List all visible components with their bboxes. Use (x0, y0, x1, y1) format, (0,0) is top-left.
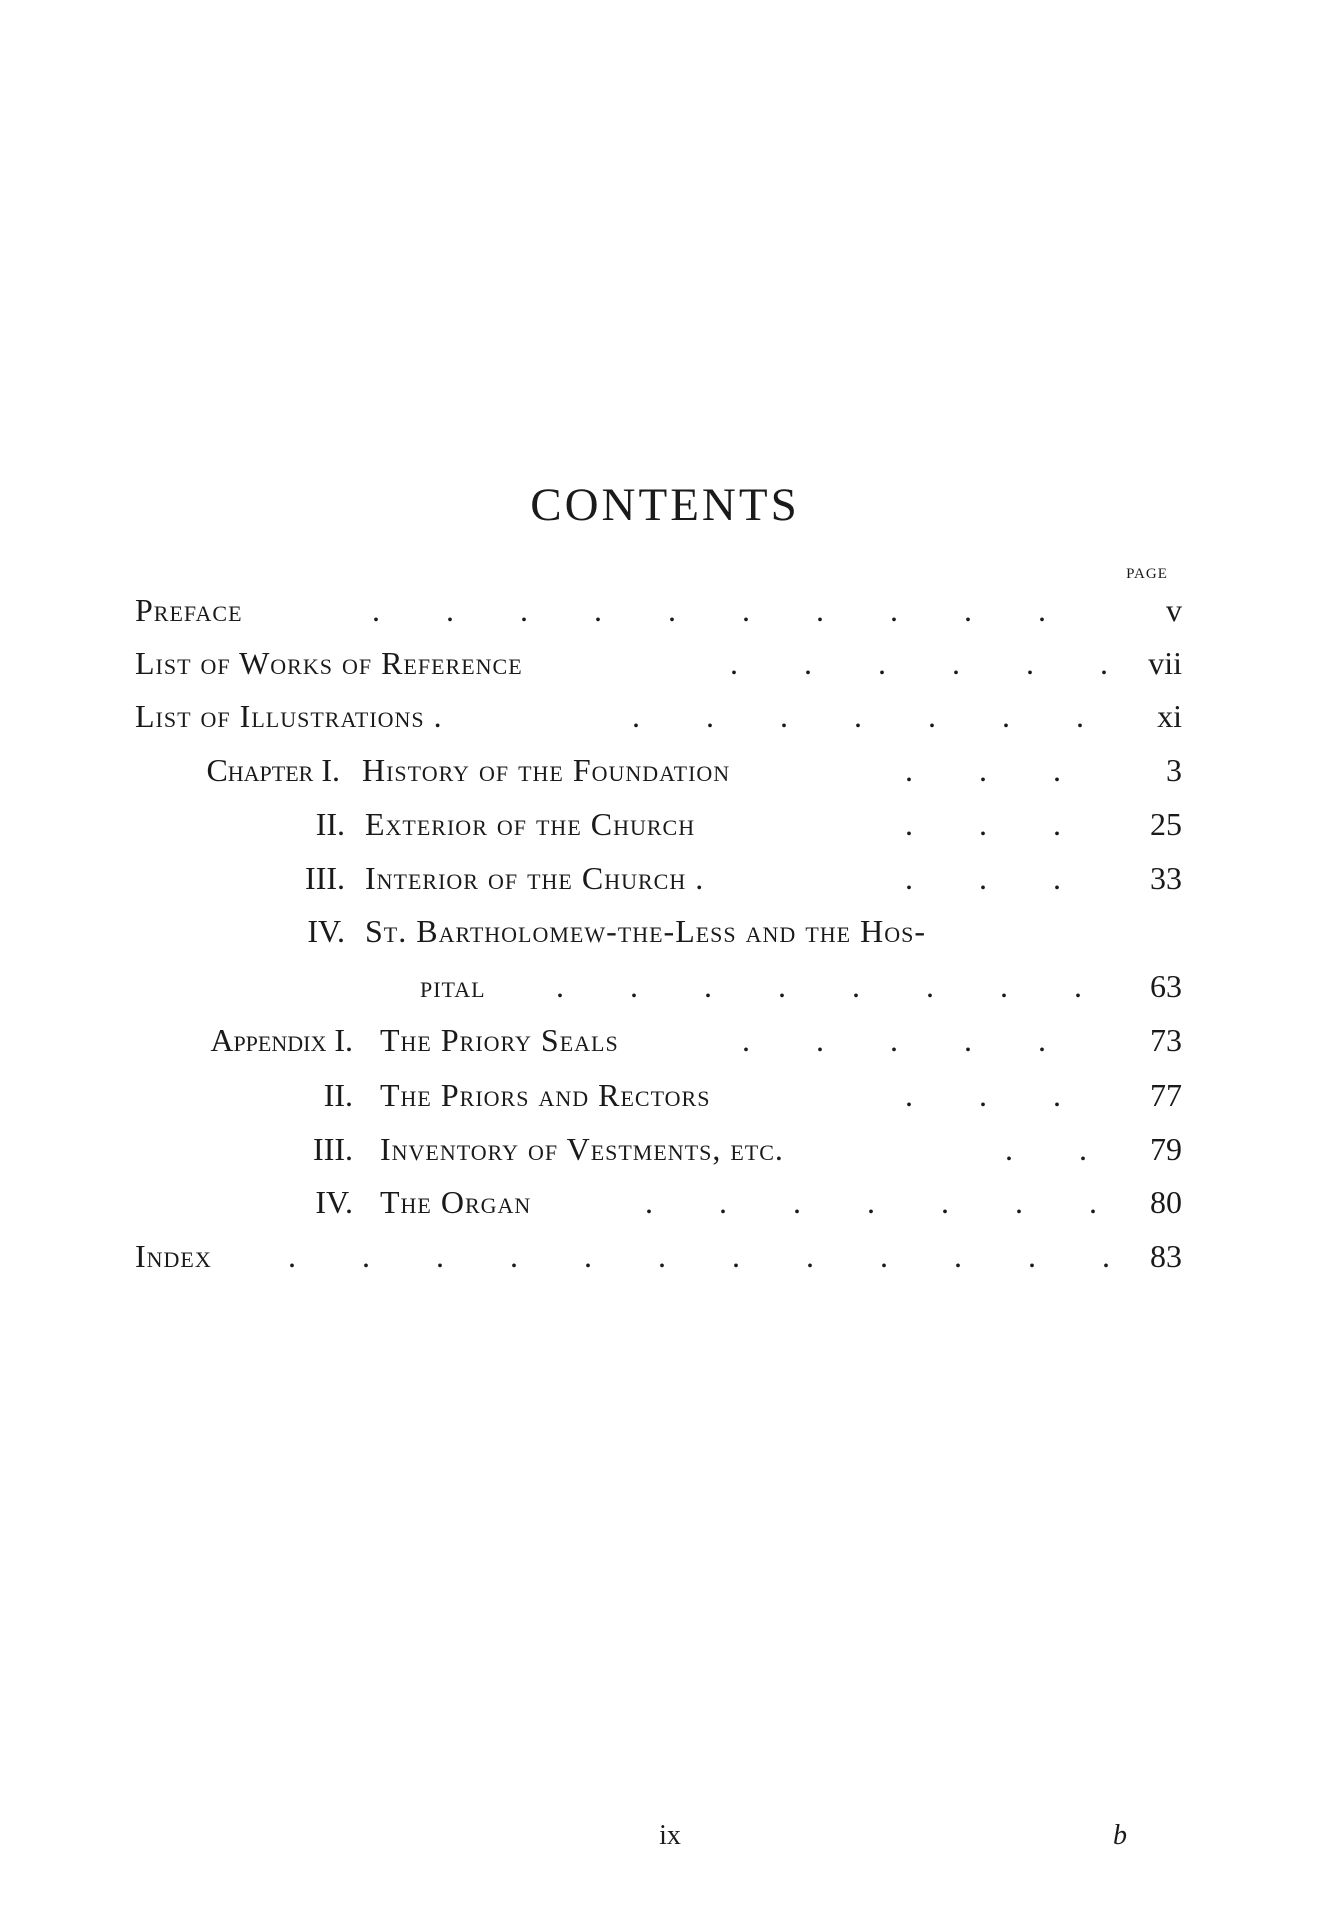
toc-entry-page: 80 (1150, 1184, 1182, 1220)
page-number: ix (659, 1820, 681, 1851)
toc-entry-number: II. (323, 1077, 353, 1113)
toc-entry-page: 77 (1150, 1077, 1182, 1113)
dot-leader (742, 1022, 1112, 1059)
toc-entry-title: The Priors and Rectors (380, 1077, 711, 1113)
dot-leader (645, 1184, 1112, 1221)
toc-entry-appendix-1[interactable] (0, 1022, 1330, 1066)
signature-mark: b (1113, 1820, 1127, 1851)
dot-leader (372, 592, 1112, 629)
dot-leader (632, 698, 1112, 735)
dot-leader (1005, 1131, 1112, 1168)
toc-entry-number: II. (315, 806, 345, 842)
toc-entry-page: vii (1148, 645, 1182, 681)
toc-entry-title: The Priory Seals (380, 1022, 619, 1058)
toc-entry-preface[interactable] (0, 592, 1330, 636)
toc-entry-number: Appendix I. (210, 1022, 353, 1058)
toc-entry-title: pital (420, 968, 486, 1004)
toc-entry-number: Chapter I. (206, 752, 340, 788)
dot-leader (905, 806, 1112, 843)
dot-leader (905, 860, 1112, 897)
toc-entry-number: III. (313, 1131, 353, 1167)
toc-entry-number: IV. (307, 913, 345, 949)
toc-entry-illustrations[interactable] (0, 698, 1330, 742)
toc-entry-works-of-reference[interactable] (0, 645, 1330, 689)
dot-leader (556, 968, 1112, 1005)
toc-entry-page: 3 (1166, 752, 1182, 788)
toc-entry-appendix-3[interactable] (0, 1131, 1330, 1175)
page-title: CONTENTS (530, 479, 800, 531)
toc-entry-appendix-2[interactable] (0, 1077, 1330, 1121)
toc-entry-page: 79 (1150, 1131, 1182, 1167)
toc-entry-chapter-4-continued[interactable] (0, 968, 1330, 1012)
toc-entry-appendix-4[interactable] (0, 1184, 1330, 1228)
toc-entry-title: Preface (135, 592, 243, 628)
dot-leader (905, 752, 1112, 789)
toc-entry-title: List of Works of Reference (135, 645, 523, 681)
dot-leader (905, 1077, 1112, 1114)
toc-entry-chapter-2[interactable] (0, 806, 1330, 850)
dot-leader (730, 645, 1112, 682)
toc-entry-page: 25 (1150, 806, 1182, 842)
toc-entry-chapter-3[interactable] (0, 860, 1330, 904)
toc-entry-page: v (1166, 592, 1182, 628)
toc-entry-page: xi (1157, 698, 1182, 734)
toc-entry-title: List of Illustrations . (135, 698, 443, 734)
toc-entry-title: The Organ (380, 1184, 532, 1220)
toc-entry-number: III. (305, 860, 345, 896)
toc-entry-page: 83 (1150, 1238, 1182, 1274)
toc-entry-chapter-1[interactable] (0, 752, 1330, 796)
page-column-label: PAGE (1126, 566, 1168, 582)
toc-entry-title: Inventory of Vestments, etc. (380, 1131, 784, 1167)
toc-entry-title: Index (135, 1238, 212, 1274)
toc-entry-page: 33 (1150, 860, 1182, 896)
toc-entry-page: 73 (1150, 1022, 1182, 1058)
toc-entry-title: St. Bartholomew-the-Less and the Hos- (365, 913, 926, 949)
dot-leader (288, 1238, 1112, 1275)
toc-entry-title: Exterior of the Church (365, 806, 696, 842)
toc-entry-page: 63 (1150, 968, 1182, 1004)
toc-entry-title: History of the Foundation (362, 752, 731, 788)
toc-entry-chapter-4[interactable] (0, 913, 1330, 957)
toc-entry-number: IV. (315, 1184, 353, 1220)
toc-entry-index[interactable] (0, 1238, 1330, 1282)
toc-entry-title: Interior of the Church . (365, 860, 705, 896)
